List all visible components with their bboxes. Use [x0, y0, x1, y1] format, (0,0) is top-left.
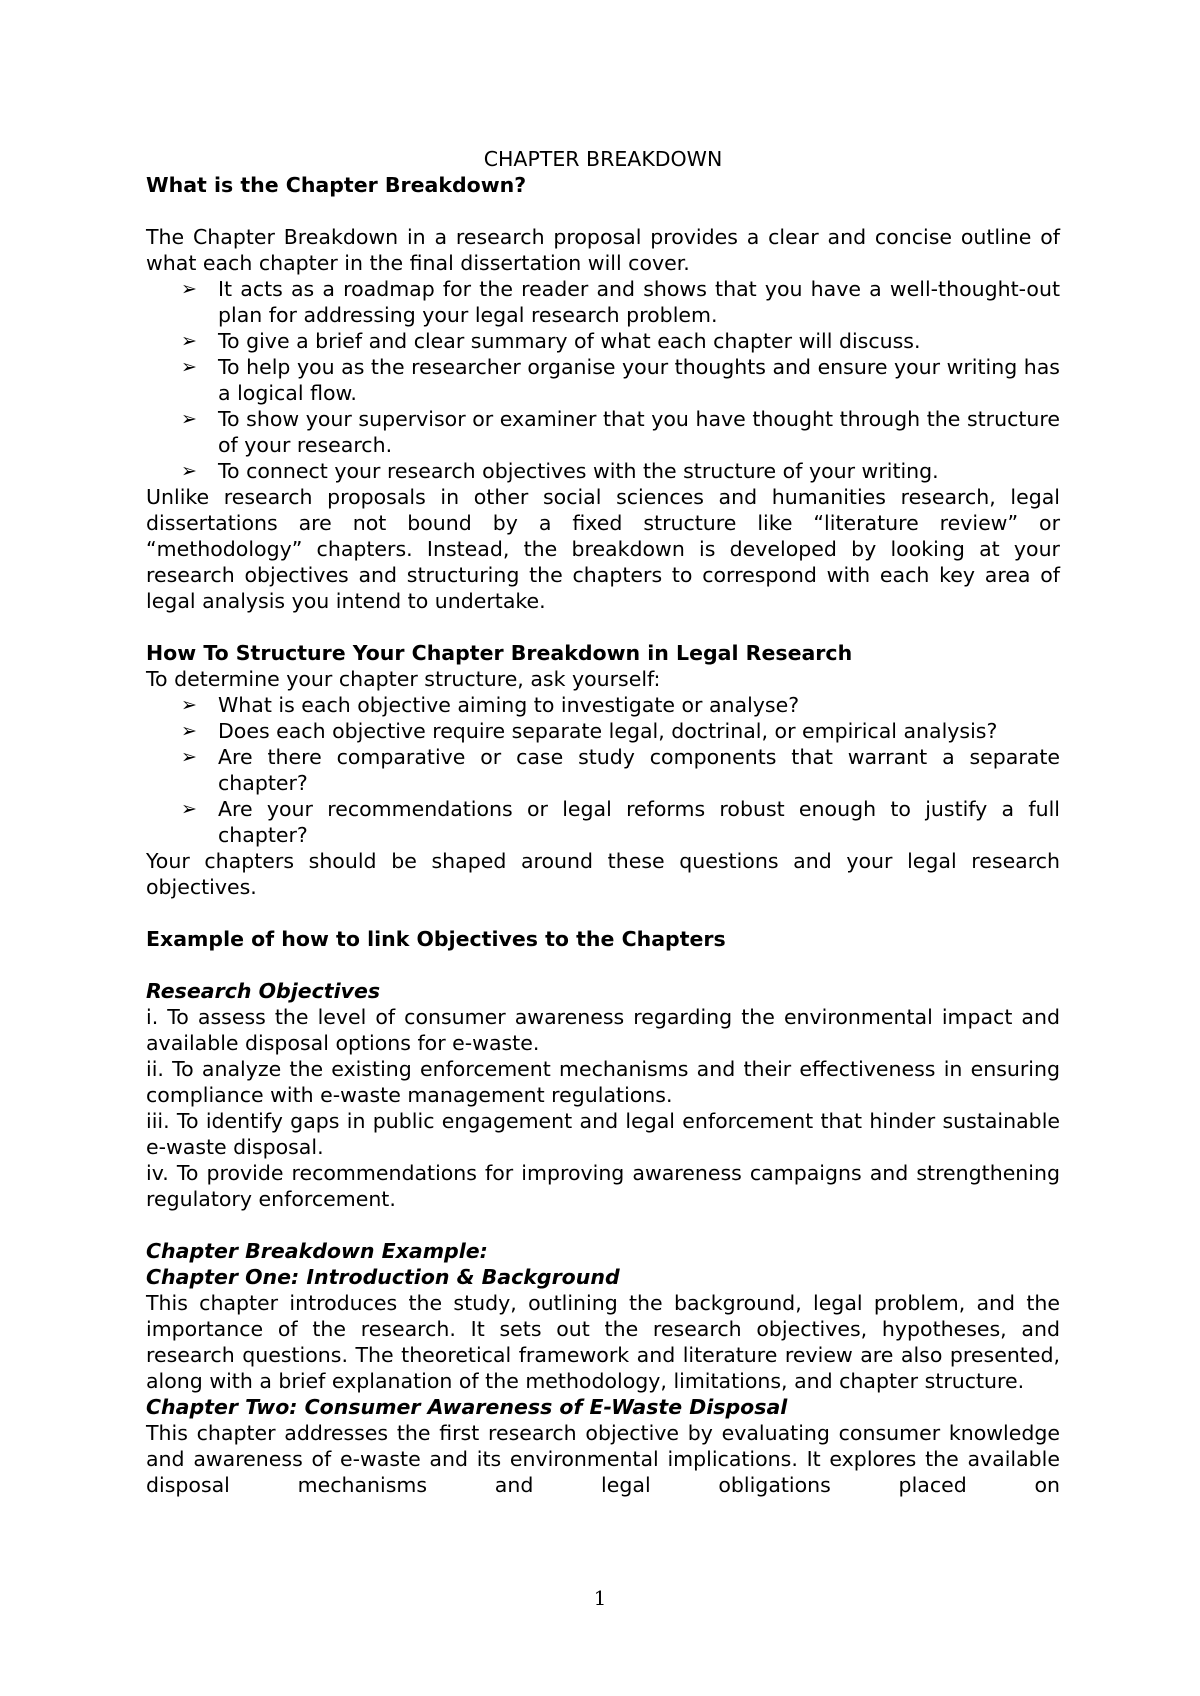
arrow-bullet-icon: ➢: [181, 798, 197, 820]
section-heading-what-is: What is the Chapter Breakdown?: [146, 173, 527, 197]
objective-item: iii. To identify gaps in public engagement and legal enforcement that hinder sustainable e-waste disposal.: [146, 1109, 1060, 1159]
list-item: ➢ It acts as a roadmap for the reader and shows that you have a well-thought-out plan for addressing your legal research problem.: [181, 277, 1060, 327]
document-title: CHAPTER BREAKDOWN: [483, 147, 723, 171]
spacer: [146, 952, 1060, 978]
page-number: 1: [593, 1586, 607, 1610]
paragraph-shaped-around: Your chapters should be shaped around these questions and your legal research objectives.: [146, 849, 1060, 899]
research-objectives-heading: Research Objectives: [146, 979, 381, 1003]
arrow-bullet-icon: ➢: [181, 694, 197, 716]
arrow-bullet-icon: ➢: [181, 356, 197, 378]
arrow-bullet-icon: ➢: [181, 408, 197, 430]
chapter-one-heading: Chapter One: Introduction & Background: [146, 1265, 620, 1289]
spacer: [146, 198, 1060, 224]
spacer: [146, 1212, 1060, 1238]
arrow-bullet-icon: ➢: [181, 460, 197, 482]
section-heading-how-to-structure: How To Structure Your Chapter Breakdown in Legal Research: [146, 641, 853, 665]
question-list: [146, 692, 1060, 848]
chapter-breakdown-example-heading: Chapter Breakdown Example:: [146, 1239, 488, 1263]
purpose-list: [146, 276, 1060, 484]
list-item: ➢ To show your supervisor or examiner that you have thought through the structure of your research.: [181, 407, 1060, 457]
list-item: ➢ To connect your research objectives with the structure of your writing.: [181, 459, 939, 483]
list-item: ➢ What is each objective aiming to investigate or analyse?: [181, 693, 800, 717]
objective-item: ii. To analyze the existing enforcement mechanisms and their effectiveness in ensuring compliance with e-waste management regulations.: [146, 1057, 1060, 1107]
arrow-bullet-icon: ➢: [181, 746, 197, 768]
list-item: ➢ Are your recommendations or legal reforms robust enough to justify a full chapter?: [181, 797, 1060, 847]
chapter-two-text: This chapter addresses the first research objective by evaluating consumer knowledge and awareness of e-waste and its environmental implications. It explores the available disposal mechanisms and legal obligations placed on: [146, 1421, 1060, 1497]
arrow-bullet-icon: ➢: [181, 278, 197, 300]
paragraph-ask-yourself: To determine your chapter structure, ask yourself:: [146, 667, 661, 691]
section-heading-example: Example of how to link Objectives to the Chapters: [146, 927, 726, 951]
list-item: ➢ To help you as the researcher organise your thoughts and ensure your writing has a logical flow.: [181, 355, 1060, 405]
chapter-one-text: This chapter introduces the study, outlining the background, legal problem, and the importance of the research. It sets out the research objectives, hypotheses, and research questions. The theoretical framework and literature review are also presented, along with a brief explanation of the methodology, limitations, and chapter structure.: [146, 1291, 1060, 1393]
arrow-bullet-icon: ➢: [181, 720, 197, 742]
list-item: ➢ Does each objective require separate legal, doctrinal, or empirical analysis?: [181, 719, 998, 743]
paragraph-intro: The Chapter Breakdown in a research proposal provides a clear and concise outline of what each chapter in the final dissertation will cover.: [146, 225, 1060, 275]
arrow-bullet-icon: ➢: [181, 330, 197, 352]
objective-item: iv. To provide recommendations for improving awareness campaigns and strengthening regulatory enforcement.: [146, 1161, 1060, 1211]
spacer: [146, 900, 1060, 926]
list-item: ➢ Are there comparative or case study components that warrant a separate chapter?: [181, 745, 1060, 795]
spacer: [146, 614, 1060, 640]
paragraph-legal-dissertations: Unlike research proposals in other social sciences and humanities research, legal dissertations are not bound by a fixed structure like “literature review” or “methodology” chapters. Instead, the breakdown is developed by looking at your research objectives and structuring the chapters to correspond with each key area of legal analysis you intend to undertake.: [146, 485, 1060, 613]
chapter-two-heading: Chapter Two: Consumer Awareness of E-Waste Disposal: [146, 1395, 788, 1419]
objective-item: i. To assess the level of consumer awareness regarding the environmental impact and available disposal options for e-waste.: [146, 1005, 1060, 1055]
document-page: [146, 146, 1060, 1498]
list-item: ➢ To give a brief and clear summary of what each chapter will discuss.: [181, 329, 921, 353]
